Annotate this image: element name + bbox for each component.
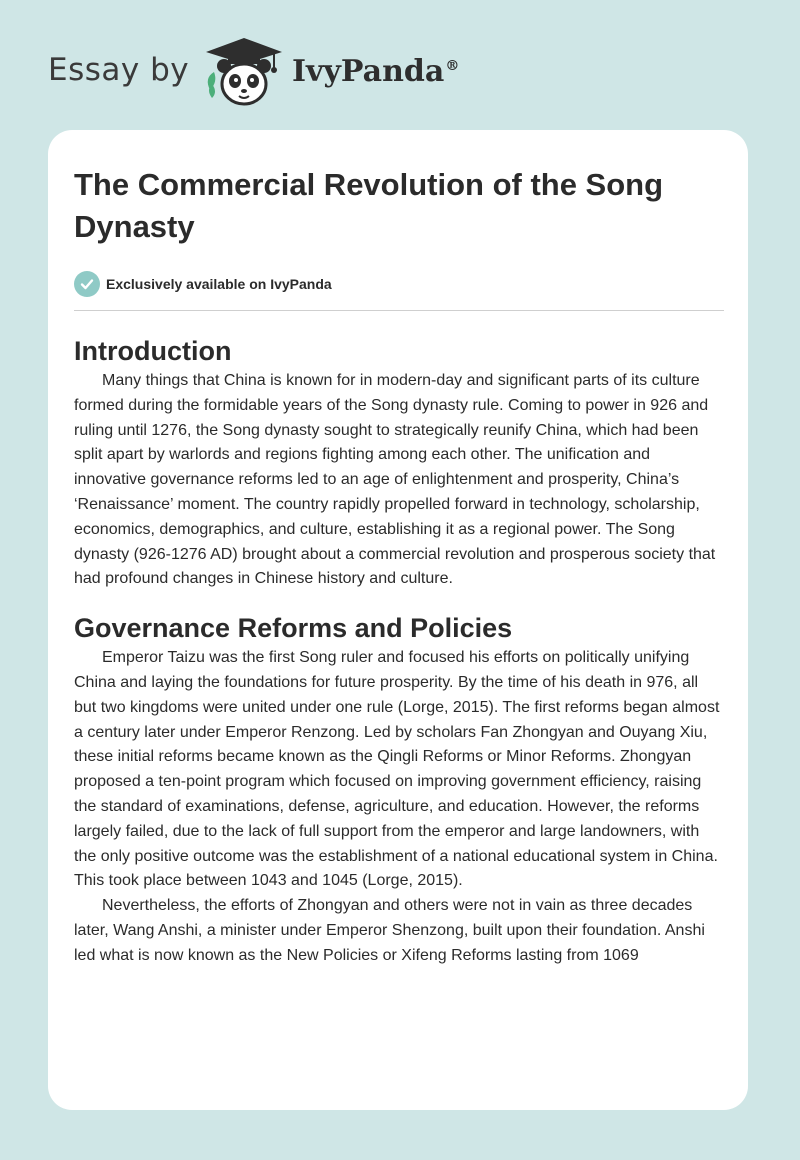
paragraph: Many things that China is known for in modern-day and significant parts of its culture formed during the formidable years of the Song dynasty rule. Coming to power in 926 and ruling until 1276, the Song dynasty sought to strategically reunify China, which had been split apart by warlords and regions fighting among each other. The unification and innovative governance reforms led to an age of enlightenment and prosperity, China’s ‘Renaissance’ moment. The country rapidly propelled forward in technology, scholarship, economics, demographics, and culture, establishing it as a regional power. The Song dynasty (926-1276 AD) brought about a commercial revolution and prosperous society that had profound changes in Chinese history and culture. bbox=[74, 372, 716, 588]
essay-card bbox=[48, 130, 748, 1110]
brand-prefix: Essay by bbox=[48, 52, 190, 88]
section-heading-governance: Governance Reforms and Policies bbox=[74, 613, 513, 644]
paragraph: Emperor Taizu was the first Song ruler and focused his efforts on politically unifying China and laying the foundations for future prosperity. By the time of his death in 976, all but two kingdoms were united under one rule (Lorge, 2015). The first reforms began almost a century later under Emperor Renzong. Led by scholars Fan Zhongyan and Ouyang Xiu, these initial reforms became known as the Qingli Reforms or Minor Reforms. Zhongyan proposed a ten-point program which focused on improving government efficiency, raising the standard of examinations, defense, agriculture, and education. However, the reforms largely failed, due to the lack of full support from the emperor and large landowners, with the only positive outcome was the establishment of a national educational system in China. This took place between 1043 and 1045 (Lorge, 2015). bbox=[74, 649, 720, 890]
badge-text: Exclusively available on IvyPanda bbox=[106, 276, 332, 292]
site-header bbox=[48, 34, 508, 110]
essay-title: The Commercial Revolution of the Song Dynasty bbox=[74, 167, 664, 244]
essay-content bbox=[74, 164, 724, 969]
registered-mark: ® bbox=[445, 58, 460, 74]
brand-name[interactable]: IvyPanda® bbox=[292, 54, 460, 89]
divider bbox=[74, 310, 724, 311]
section-heading-introduction: Introduction bbox=[74, 336, 232, 366]
exclusive-badge bbox=[74, 270, 724, 298]
panda-logo-icon[interactable] bbox=[202, 34, 286, 110]
check-circle-icon bbox=[74, 271, 100, 297]
paragraph: Nevertheless, the efforts of Zhongyan and others were not in vain as three decades later, Wang Anshi, a minister under Emperor Shenzong, built upon their foundation. Anshi led what is now known as the New Policies or Xifeng Reforms lasting from 1069 bbox=[74, 897, 705, 964]
